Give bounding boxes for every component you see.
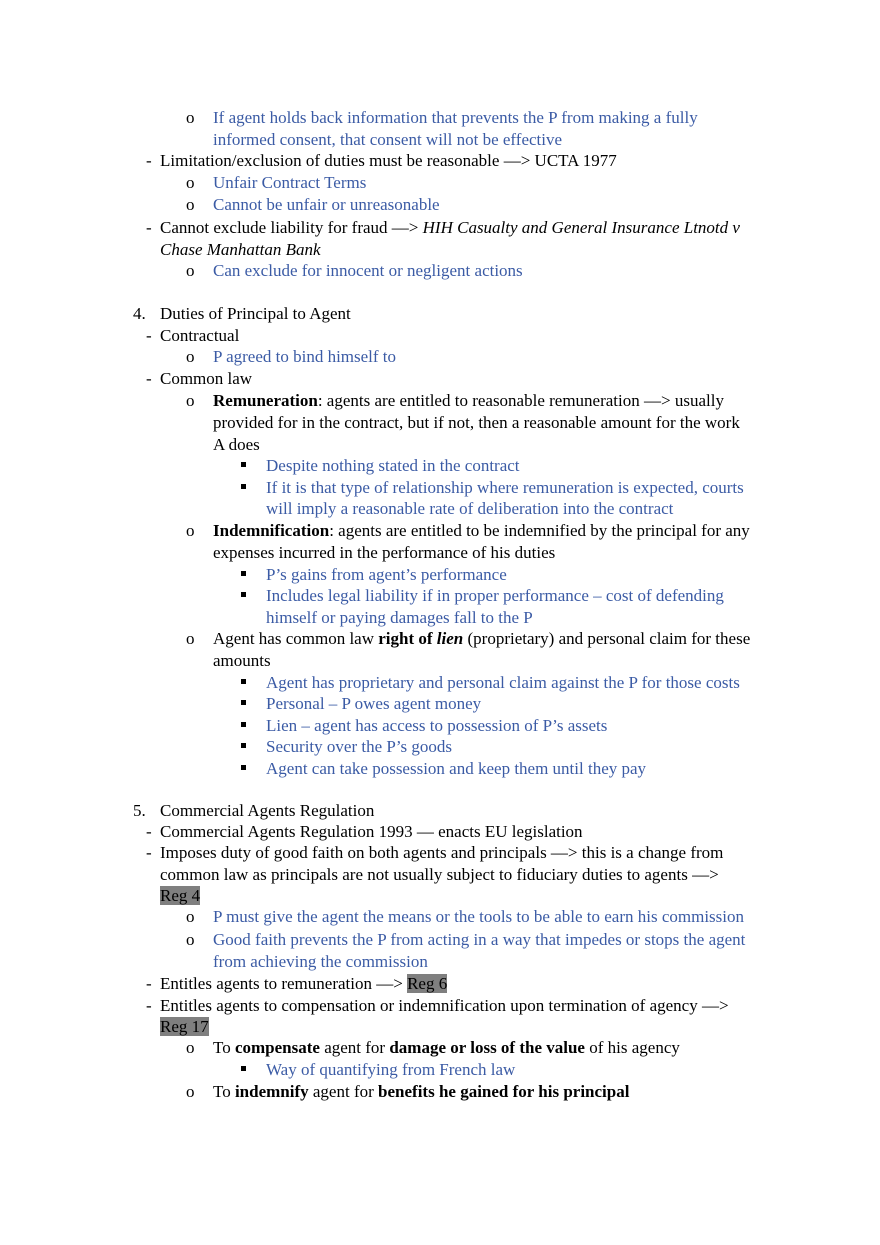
circle-bullet: o [186,173,195,192]
circle-bullet: o [186,391,195,410]
square-bullet [241,462,246,467]
circle-bullet: o [186,261,195,280]
text-line [160,239,321,261]
circle-bullet: o [186,930,195,949]
text-line: Security over the P’s goods [266,737,453,756]
bold-term: benefits he gained for his principal [378,1082,630,1101]
square-bullet [241,765,246,770]
square-bullet [241,722,246,727]
text-line [160,885,200,907]
bold-term: indemnify [234,1082,309,1101]
circle-bullet: o [186,108,195,127]
dash-bullet: - [146,996,152,1015]
text-line: Limitation/exclusion of duties must be reasonable —> UCTA 1977 [160,151,617,170]
text-line: Agent has proprietary and personal claim against the P for those costs [266,673,740,692]
text-line: P’s gains from agent’s performance [266,565,507,584]
text-line: Agent can take possession and keep them until they pay [266,759,647,778]
circle-bullet: o [186,629,195,648]
text-line: Contractual [160,326,240,345]
text-line: A does [213,435,260,454]
text-line: provided for in the contract, but if not, then a reasonable amount for the work [213,413,740,432]
text-line: Unfair Contract Terms [213,173,367,192]
text-line [213,1081,629,1103]
square-bullet [241,679,246,684]
text-run: Agent has common law [213,629,379,648]
text-line [160,973,447,995]
text-line: If agent holds back information that prevents the P from making a fully [213,108,698,127]
text-line: Cannot be unfair or unreasonable [213,195,440,214]
text-run: Entitles agents to remuneration —> [160,974,408,993]
text-line [213,628,750,650]
text-line: If it is that type of relationship where remuneration is expected, courts [266,478,744,497]
circle-bullet: o [186,347,195,366]
dash-bullet: - [146,369,152,388]
text-line: common law as principals are not usually subject to fiduciary duties to agents —> [160,865,719,884]
bold-term [437,629,463,648]
section-heading: Duties of Principal to Agent [160,304,351,323]
regulation-highlight: Reg 4 [160,886,201,905]
circle-bullet: o [186,195,195,214]
dash-bullet: - [146,974,152,993]
text-line: informed consent, that consent will not be effective [213,130,563,149]
text-line: P must give the agent the means or the tools to be able to earn his commission [213,907,744,926]
section-number: 4. [133,304,146,323]
text-line: Lien – agent has access to possession of P’s assets [266,716,608,735]
text-line: Way of quantifying from French law [266,1060,516,1079]
case-name: HIH Casualty and General Insurance Ltnotd v [422,218,740,237]
bold-term: Indemnification [213,521,330,540]
text-run: agent for [319,1038,390,1057]
circle-bullet: o [186,1082,195,1101]
text-run: of his agency [584,1038,680,1057]
text-run: To [213,1082,235,1101]
text-run: : agents are entitled to be indemnified by the principal for any [329,521,750,540]
text-line: Despite nothing stated in the contract [266,456,520,475]
bold-term: Remuneration [213,391,318,410]
square-bullet [241,484,246,489]
square-bullet [241,592,246,597]
text-line: Includes legal liability if in proper performance – cost of defending [266,586,724,605]
dash-bullet: - [146,218,152,237]
italic-term: lien [436,629,464,648]
text-line: from achieving the commission [213,952,428,971]
text-line: Imposes duty of good faith on both agents and principals —> this is a change from [160,843,724,862]
text-line [213,1037,680,1059]
case-name: Chase Manhattan Bank [160,240,321,259]
square-bullet [241,700,246,705]
text-line: himself or paying damages fall to the P [266,608,533,627]
bold-term: damage or loss of the value [389,1038,585,1057]
text-line: amounts [213,651,271,670]
dash-bullet: - [146,151,152,170]
text-run: agent for [308,1082,379,1101]
text-line: expenses incurred in the performance of his duties [213,543,556,562]
section-number: 5. [133,801,146,820]
text-line: Good faith prevents the P from acting in a way that impedes or stops the agent [213,930,746,949]
circle-bullet: o [186,907,195,926]
text-line [213,390,724,412]
text-line: Can exclude for innocent or negligent actions [213,261,523,280]
square-bullet [241,571,246,576]
square-bullet [241,1066,246,1071]
text-run: (proprietary) and personal claim for these [463,629,751,648]
bold-term: compensate [234,1038,320,1057]
text-line: Commercial Agents Regulation 1993 — enacts EU legislation [160,822,583,841]
dash-bullet: - [146,822,152,841]
text-line: will imply a reasonable rate of deliberation into the contract [266,499,674,518]
square-bullet [241,743,246,748]
section-heading: Commercial Agents Regulation [160,801,375,820]
dash-bullet: - [146,843,152,862]
text-line [160,217,740,239]
text-line: Common law [160,369,253,388]
text-run: : agents are entitled to reasonable remuneration —> usually [317,391,724,410]
regulation-highlight: Reg 17 [160,1017,209,1036]
text-line [160,1016,209,1038]
text-line [213,520,750,542]
text-run: To [213,1038,235,1057]
text-run: Cannot exclude liability for fraud —> [160,218,423,237]
circle-bullet: o [186,1038,195,1057]
bold-term: right of [378,629,437,648]
dash-bullet: - [146,326,152,345]
circle-bullet: o [186,521,195,540]
regulation-highlight: Reg 6 [407,974,448,993]
text-line: Personal – P owes agent money [266,694,482,713]
text-line: Entitles agents to compensation or indemnification upon termination of agency —> [160,996,729,1015]
text-line: P agreed to bind himself to [213,347,397,366]
